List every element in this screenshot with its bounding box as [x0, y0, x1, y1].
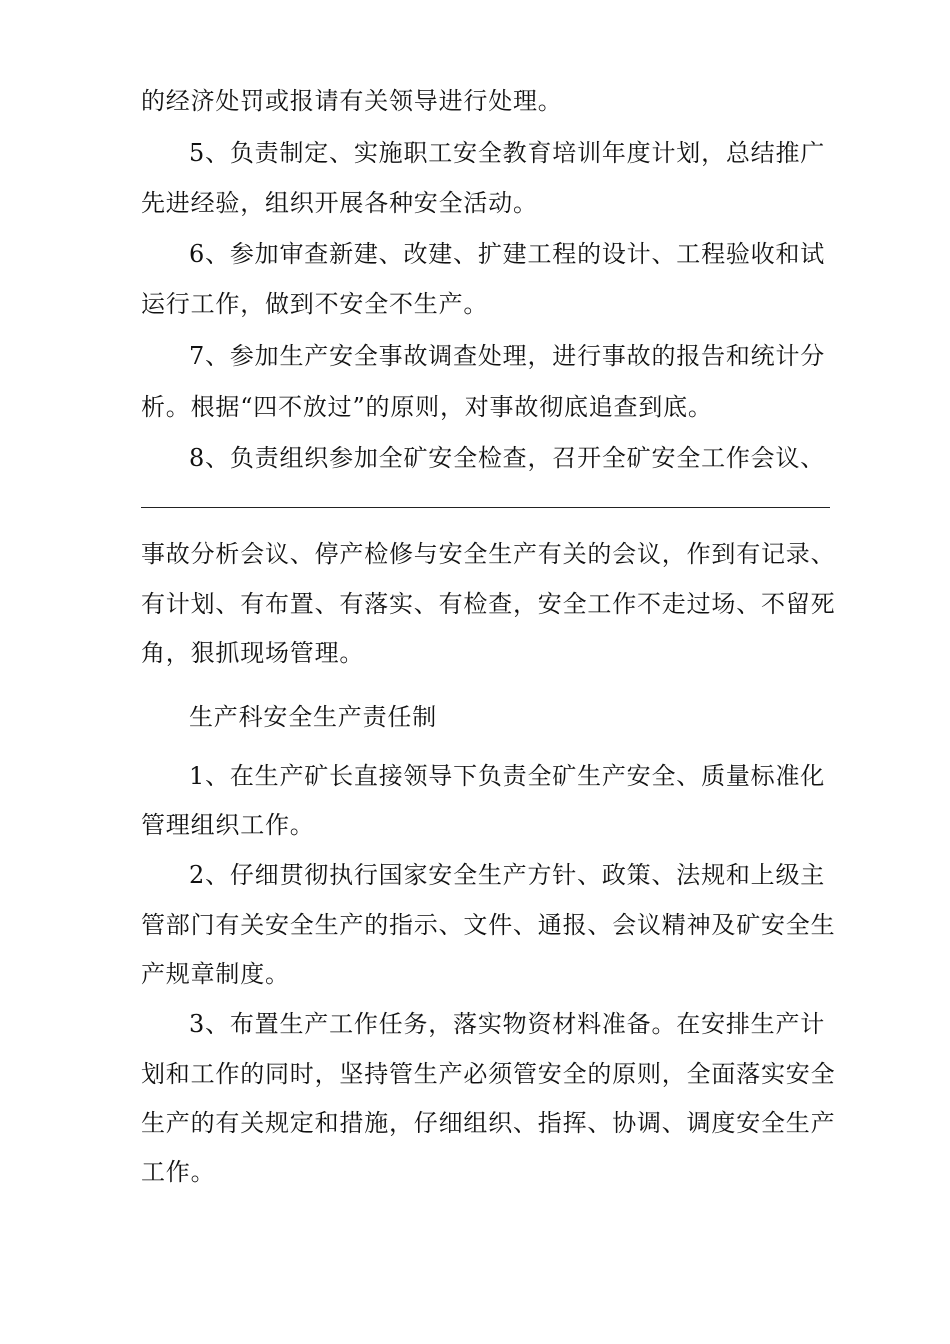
paragraph-line: 生产的有关规定和措施，仔细组织、指挥、协调、调度安全生产 [141, 1109, 836, 1137]
paragraph-line: 7、参加生产安全事故调查处理，进行事故的报告和统计分 [189, 342, 826, 370]
paragraph-line: 工作。 [141, 1158, 216, 1186]
paragraph-line: 的经济处罚或报请有关领导进行处理。 [141, 87, 563, 115]
page-break-divider [141, 507, 830, 508]
paragraph-line: 角，狠抓现场管理。 [141, 639, 365, 667]
paragraph-line: 事故分析会议、停产检修与安全生产有关的会议，作到有记录、 [141, 540, 836, 568]
paragraph-line: 6、参加审查新建、改建、扩建工程的设计、工程验收和试 [189, 240, 826, 268]
paragraph-line: 运行工作，做到不安全不生产。 [141, 290, 489, 318]
paragraph-line: 1、在生产矿长直接领导下负责全矿生产安全、质量标准化 [189, 762, 826, 790]
paragraph-line: 产规章制度。 [141, 960, 290, 988]
paragraph-line: 析。根据“四不放过”的原则，对事故彻底追查到底。 [141, 393, 713, 421]
paragraph-line: 划和工作的同时，坚持管生产必须管安全的原则，全面落实安全 [141, 1060, 836, 1088]
section-heading: 生产科安全生产责任制 [189, 703, 437, 731]
paragraph-line: 有计划、有布置、有落实、有检查，安全工作不走过场、不留死 [141, 590, 836, 618]
paragraph-line: 管部门有关安全生产的指示、文件、通报、会议精神及矿安全生 [141, 911, 836, 939]
paragraph-line: 8、负责组织参加全矿安全检查，召开全矿安全工作会议、 [189, 444, 826, 472]
paragraph-line: 2、仔细贯彻执行国家安全生产方针、政策、法规和上级主 [189, 861, 826, 889]
paragraph-line: 3、布置生产工作任务，落实物资材料准备。在安排生产计 [189, 1010, 826, 1038]
paragraph-line: 5、负责制定、实施职工安全教育培训年度计划，总结推广 [189, 139, 826, 167]
paragraph-line: 管理组织工作。 [141, 811, 315, 839]
paragraph-line: 先进经验，组织开展各种安全活动。 [141, 189, 538, 217]
